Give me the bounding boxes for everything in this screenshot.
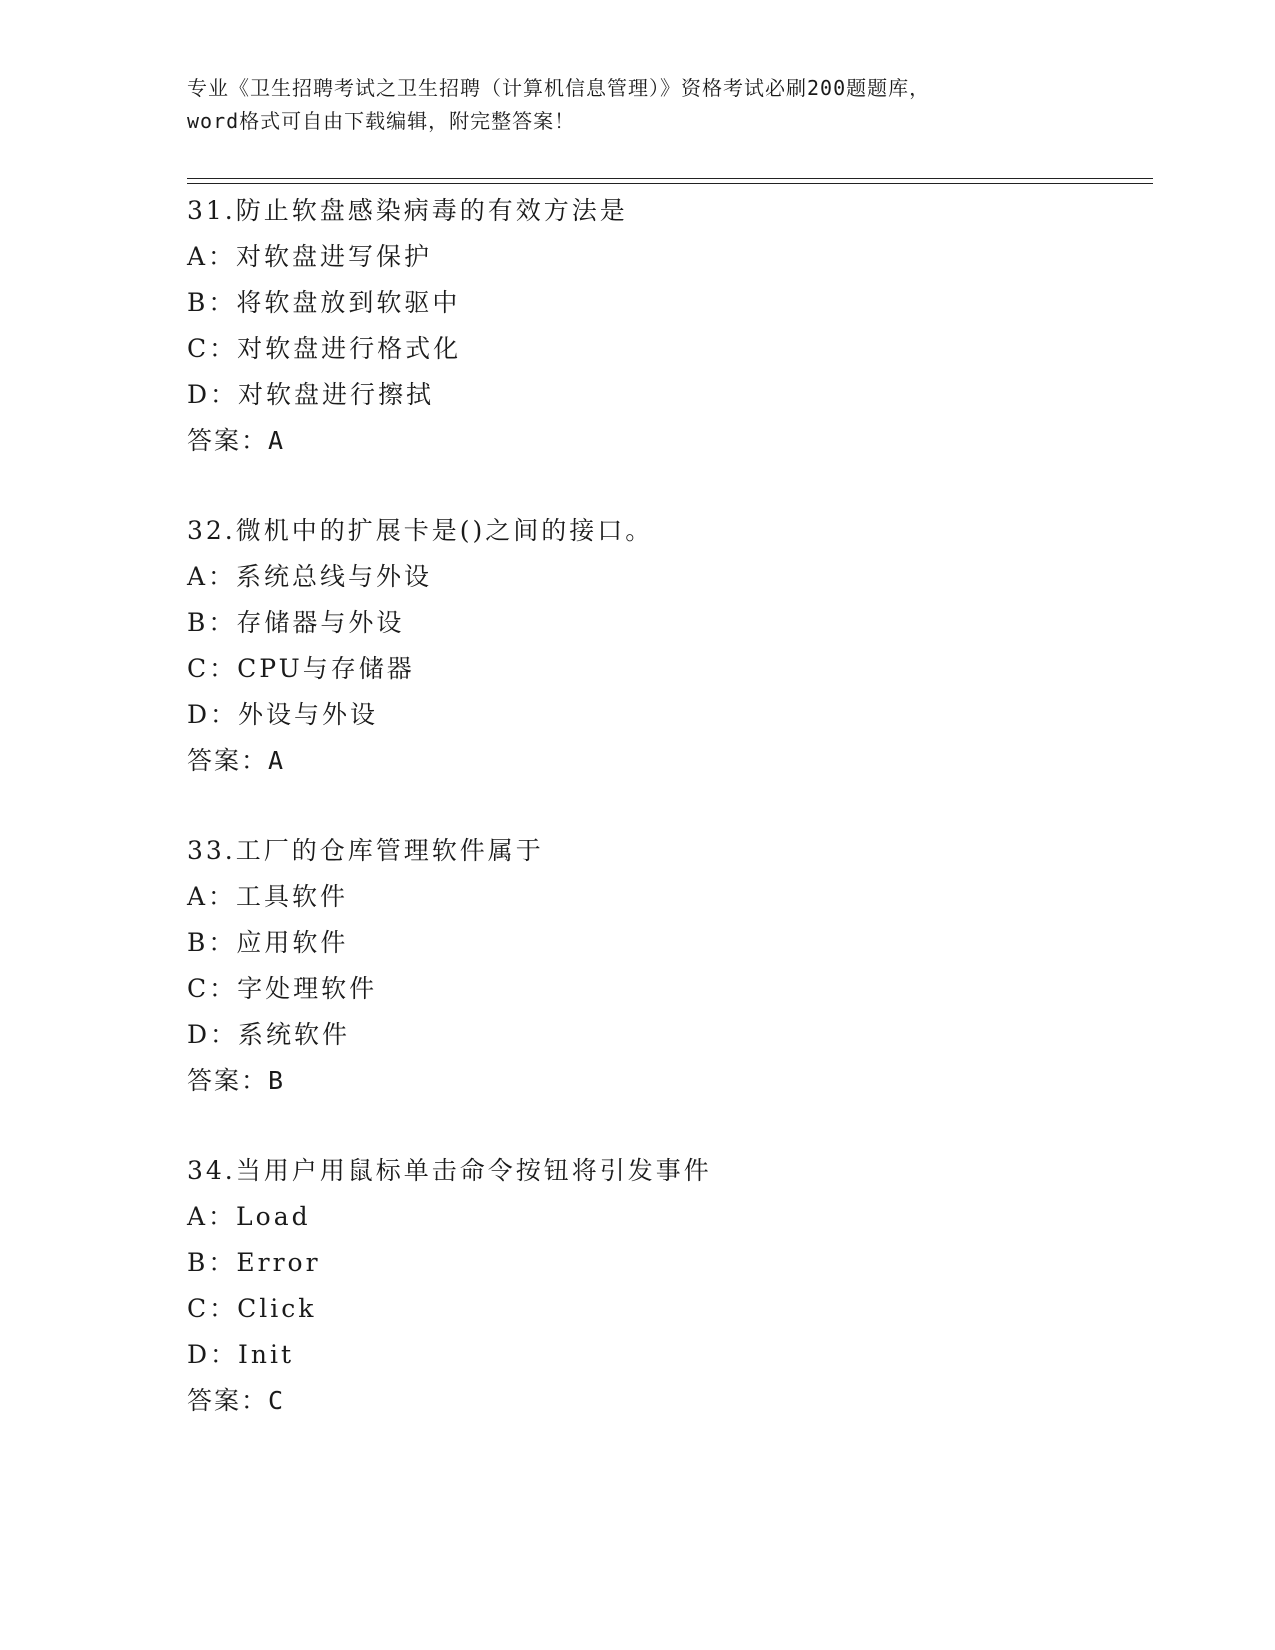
header-line-2: word格式可自由下载编辑，附完整答案！ xyxy=(187,109,576,133)
header-line-1: 专业《卫生招聘考试之卫生招聘（计算机信息管理）》资格考试必刷200题题库， xyxy=(187,76,931,100)
header-divider-top xyxy=(187,178,1153,179)
option-c: C：Click xyxy=(187,1294,317,1323)
question-block xyxy=(187,188,1087,464)
option-b: B：Error xyxy=(187,1248,321,1277)
option-c: C：字处理软件 xyxy=(187,974,378,1003)
question-block xyxy=(187,828,1087,1104)
question-stem: 34.当用户用鼠标单击命令按钮将引发事件 xyxy=(187,1156,712,1185)
option-c: C：CPU与存储器 xyxy=(187,654,415,683)
answer-line: 答案：A xyxy=(187,746,286,775)
option-b: B：存储器与外设 xyxy=(187,608,405,637)
answer-line: 答案：C xyxy=(187,1386,286,1415)
option-d: D：系统软件 xyxy=(187,1020,351,1049)
option-b: B：将软盘放到软驱中 xyxy=(187,288,461,317)
option-a: A：工具软件 xyxy=(187,882,349,911)
answer-line: 答案：B xyxy=(187,1066,286,1095)
option-d: D：外设与外设 xyxy=(187,700,379,729)
question-block xyxy=(187,508,1087,784)
question-stem: 31.防止软盘感染病毒的有效方法是 xyxy=(187,196,628,225)
answer-line: 答案：A xyxy=(187,426,286,455)
header-divider-bottom xyxy=(187,183,1153,184)
question-stem: 33.工厂的仓库管理软件属于 xyxy=(187,836,544,865)
question-block xyxy=(187,1148,1087,1424)
option-d: D：对软盘进行擦拭 xyxy=(187,380,435,409)
option-c: C：对软盘进行格式化 xyxy=(187,334,462,363)
question-stem: 32.微机中的扩展卡是()之间的接口。 xyxy=(187,516,654,545)
option-a: A：Load xyxy=(187,1202,311,1231)
document-header xyxy=(187,72,1087,138)
option-a: A：对软盘进写保护 xyxy=(187,242,433,271)
option-d: D：Init xyxy=(187,1340,295,1369)
option-a: A：系统总线与外设 xyxy=(187,562,433,591)
option-b: B：应用软件 xyxy=(187,928,349,957)
